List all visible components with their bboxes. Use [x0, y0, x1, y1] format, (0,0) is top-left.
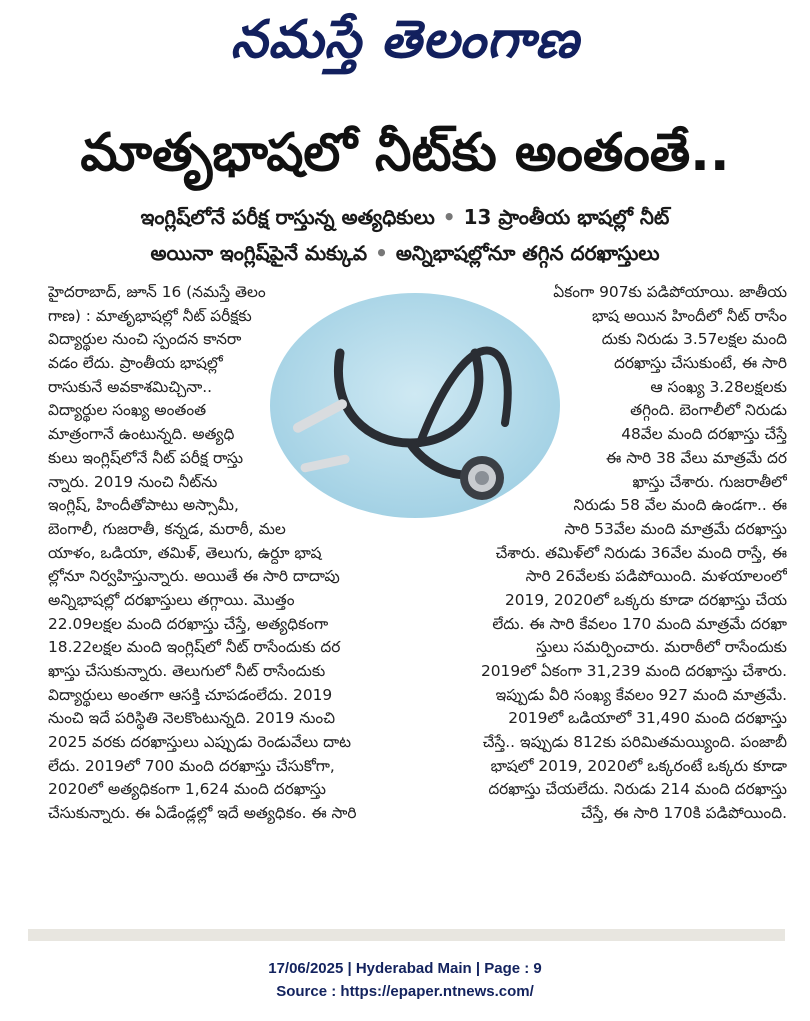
article-text-line: 2019లో ఒడియాలో 31,490 మంది దరఖాస్తు: [508, 709, 787, 728]
article-text-line: యాళం, ఒడియా, తమిళ్, తెలుగు, ఉర్దూ భాష: [48, 543, 322, 562]
article-text-line: చేసుకున్నారు. ఈ ఏడేండ్లల్లో ఇదే అత్యధికం. ఈ సారి: [48, 804, 357, 823]
article-text-line: సారి 53వేల మంది మాత్రమే దరఖాస్తు: [564, 519, 787, 538]
article-text-line: న్నారు. 2019 నుంచి నీట్‌ను: [48, 472, 218, 491]
article-text-line: లేదు. 2019లో 700 మంది దరఖాస్తు చేసుకోగా,: [48, 756, 335, 775]
article-text-line: 2025 వరకు దరఖాస్తులు ఎప్పుడు రెండువేలు దాట: [48, 733, 351, 752]
article-text-line: హైదరాబాద్, జూన్ 16 (నమస్తే తెలం: [48, 283, 266, 301]
article-text-line: దుకు నిరుడు 3.57లక్షల మంది: [601, 330, 787, 349]
article-text-line: బెంగాలీ, గుజరాతీ, కన్నడ, మరాఠీ, మల: [48, 519, 286, 538]
article-text-line: 22.09లక్షల మంది దరఖాస్తు చేస్తే, అత్యధికంగా: [48, 614, 329, 633]
subheadline-text: 13 ప్రాంతీయ భాషల్లో నీట్: [463, 205, 670, 229]
article-text-line: 2020లో అత్యధికంగా 1,624 మంది దరఖాస్తు: [48, 780, 326, 799]
article-text-line: విద్యార్థులు అంతగా ఆసక్తి చూపడంలేదు. 2019: [48, 685, 333, 704]
article-text-line: ఆ సంఖ్య 3.28లక్షలకు: [650, 377, 787, 396]
article-text-line: గాణ) : మాతృభాషల్లో నీట్ పరీక్షకు: [48, 306, 252, 325]
article-text-line: రాసుకునే అవకాశమిచ్చినా..: [48, 377, 213, 396]
article-text-line: చేస్తే.. ఇప్పుడు 812కు పరిమితమయ్యింది. పంజాబీ: [482, 733, 787, 752]
footer-source-link[interactable]: Source : https://epaper.ntnews.com/: [276, 983, 534, 1000]
subheadline-row-1: [40, 200, 770, 234]
article-text-line: భాష అయిన హిందీలో నీట్ రాసేం: [591, 306, 787, 325]
article-text-line: 2019లో ఏకంగా 31,239 మంది దరఖాస్తు చేశారు.: [480, 662, 787, 680]
page-divider-bar: [28, 929, 785, 941]
footer-edition-info: 17/06/2025 | Hyderabad Main | Page : 9: [268, 960, 542, 977]
article-text-line: 48వేల మంది దరఖాస్తు చేస్తే: [621, 425, 787, 444]
article-text-line: విద్యార్థుల నుంచి స్పందన కానరా: [48, 330, 242, 349]
article-text-line: 2019, 2020లో ఒక్కరు కూడా దరఖాస్తు చేయ: [504, 590, 787, 609]
article-text-line: నుంచి ఇదే పరిస్థితి నెలకొంటున్నది. 2019 నుంచి: [48, 709, 336, 728]
article-text-line: చేస్తే, ఈ సారి 170కి పడిపోయింది.: [580, 804, 787, 823]
subheadline-row-2: [40, 236, 770, 270]
article-text-line: అన్నిభాషల్లో దరఖాస్తులు తగ్గాయి. మొత్తం: [48, 590, 295, 609]
article-text-line: స్తులు సమర్పించారు. మరాఠీలో రాసేందుకు: [536, 638, 787, 657]
bullet-icon: •: [375, 241, 388, 265]
subheadline-text: ఇంగ్లిష్‌లోనే పరీక్ష రాస్తున్న అత్యధికులు: [140, 205, 435, 229]
subheadline-text: అన్నిభాషల్లోనూ తగ్గిన దరఖాస్తులు: [395, 241, 660, 265]
article-text-line: ఏకంగా 907కు పడిపోయాయి. జాతీయ: [553, 283, 787, 301]
article-text-line: లేదు. ఈ సారి కేవలం 170 మంది మాత్రమే దరఖా: [492, 614, 787, 633]
article-text-line: 18.22లక్షల మంది ఇంగ్లిష్‌లో నీట్ రాసేందుకు దర: [48, 638, 341, 657]
subheadline-text: అయినా ఇంగ్లిష్‌పైనే మక్కువ: [150, 241, 368, 265]
stethoscope-photo: [270, 293, 560, 518]
article-text-line: చేశారు. తమిళ్‌లో నిరుడు 36వేల మంది రాస్తే, ఈ: [495, 543, 787, 562]
article-headline: మాతృభాషలో నీట్‌కు అంతంతే..: [80, 123, 730, 183]
newspaper-masthead: నమస్తే తెలంగాణ: [230, 10, 580, 70]
article-text-line: వడం లేదు. ప్రాంతీయ భాషల్లో: [48, 354, 223, 373]
article-text-line: సారి 26వేలకు పడిపోయింది. మళయాలంలో: [525, 567, 787, 586]
article-text-line: దరఖాస్తు చేసుకుంటే, ఈ సారి: [614, 354, 787, 373]
article-text-line: ఇంగ్లిష్, హిందీతోపాటు అస్సామీ,: [48, 496, 239, 515]
stethoscope-icon: [270, 293, 560, 518]
bullet-icon: •: [442, 205, 456, 229]
article-text-line: దరఖాస్తు చేయలేదు. నిరుడు 214 మంది దరఖాస్తు: [488, 780, 787, 799]
article-text-line: ఈ సారి 38 వేలు మాత్రమే దర: [606, 448, 787, 467]
article-text-line: తగ్గింది. బెంగాలీలో నిరుడు: [630, 401, 787, 420]
article-text-line: ఇప్పుడు వీరి సంఖ్య కేవలం 927 మంది మాత్రమే.: [495, 685, 787, 704]
article-text-line: ల్లోనూ నిర్వహిస్తున్నారు. అయితే ఈ సారి దాదాపు: [48, 567, 340, 586]
article-text-line: ఖాస్తు చేశారు. గుజరాతీలో: [632, 472, 787, 491]
article-text-line: ఖాస్తు చేసుకున్నారు. తెలుగులో నీట్ రాసేందుకు: [48, 662, 326, 680]
article-text-line: కులు ఇంగ్లిష్‌లోనే నీట్ పరీక్ష రాస్తు: [48, 448, 244, 467]
article-text-line: విద్యార్థుల సంఖ్య అంతంత: [48, 401, 207, 420]
article-text-line: భాషలో 2019, 2020లో ఒక్కరంటే ఒక్కరు కూడా: [490, 756, 787, 775]
article-text-line: మాత్రంగానే ఉంటున్నది. అత్యధి: [48, 425, 235, 444]
article-text-line: నిరుడు 58 వేల మంది ఉండగా.. ఈ: [573, 496, 787, 515]
